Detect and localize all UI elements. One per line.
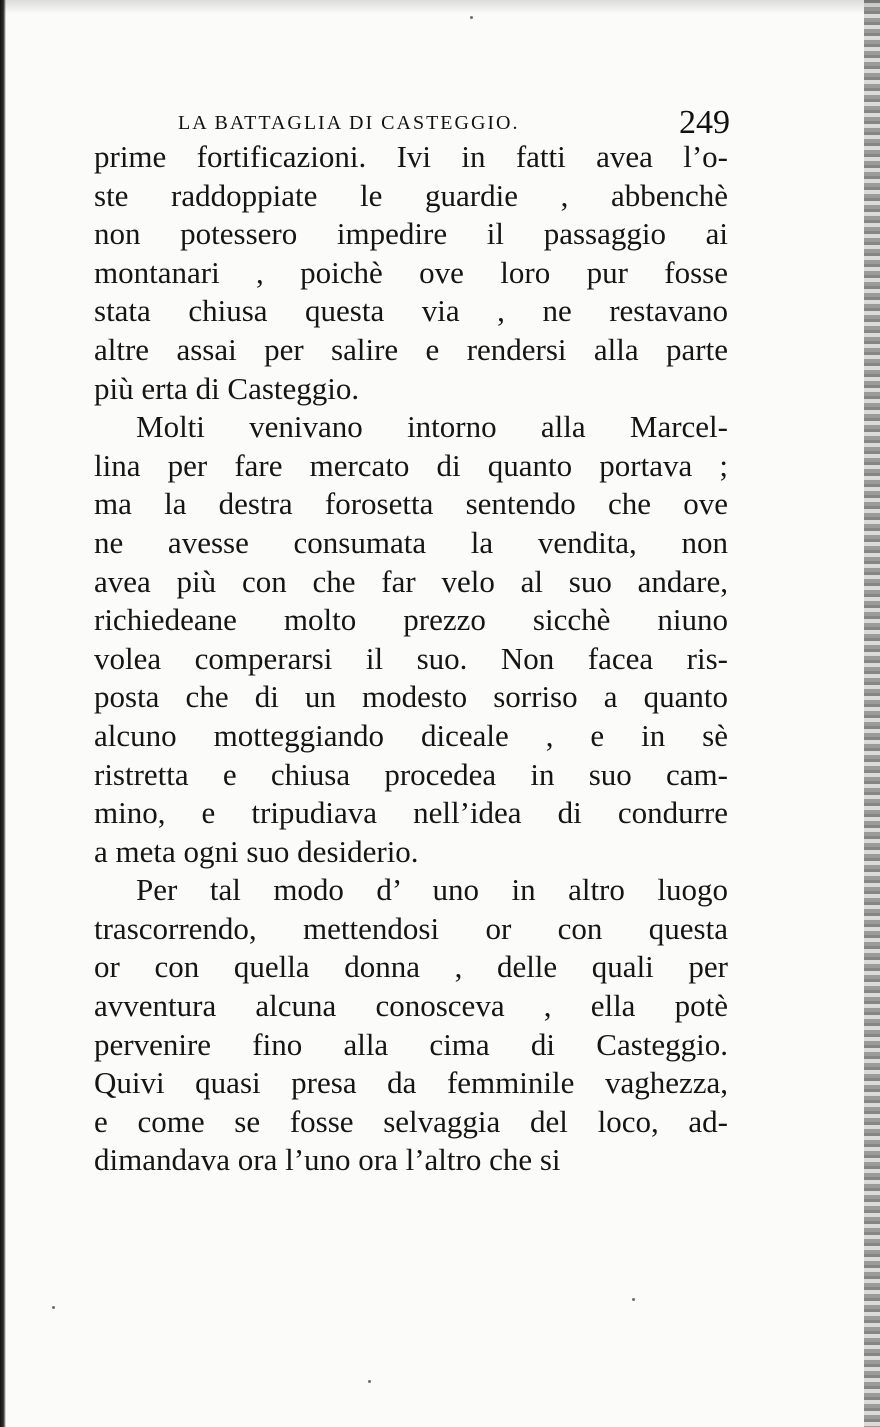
text-line: montanari , poichè ove loro pur fosse <box>94 254 728 290</box>
text-line: a meta ogni suo desiderio. <box>94 833 419 869</box>
text-line: avea più con che far velo al suo andare, <box>94 563 728 599</box>
text-line: più erta di Casteggio. <box>94 370 360 406</box>
paragraph-start-line: Per tal modo d’ uno in altro luogo <box>136 872 728 908</box>
text-line: non potessero impedire il passaggio ai <box>94 216 728 252</box>
text-line: volea comperarsi il suo. Non facea ris- <box>94 640 728 676</box>
text-line: trascorrendo, mettendosi or con questa <box>94 910 728 946</box>
scan-speck <box>632 1298 635 1301</box>
text-line: dimandava ora l’uno ora l’altro che si <box>94 1142 561 1178</box>
text-line: alcuno motteggiando diceale , e in sè <box>94 717 728 753</box>
text-line: avventura alcuna conosceva , ella potè <box>94 988 728 1024</box>
body-text <box>94 138 728 1198</box>
page-top-shadow <box>0 0 880 14</box>
scan-speck <box>52 1306 55 1309</box>
text-line: altre assai per salire e rendersi alla parte <box>94 331 728 367</box>
paragraph-start-line: Molti venivano intorno alla Marcel- <box>136 409 728 445</box>
text-line: prime fortificazioni. Ivi in fatti avea l’o- <box>94 139 728 174</box>
text-line: or con quella donna , delle quali per <box>94 949 728 985</box>
text-line: lina per fare mercato di quanto portava ; <box>94 447 728 483</box>
text-line: posta che di un modesto sorriso a quanto <box>94 679 728 715</box>
page-right-edge <box>864 0 880 1427</box>
text-line: richiedeane molto prezzo sicchè niuno <box>94 602 728 638</box>
text-line: ste raddoppiate le guardie , abbenchè <box>94 177 728 213</box>
text-line: pervenire fino alla cima di Casteggio. <box>94 1026 728 1062</box>
text-line: ne avesse consumata la vendita, non <box>94 524 728 560</box>
page-left-edge <box>0 0 6 1427</box>
text-line: ma la destra forosetta sentendo che ove <box>94 486 728 522</box>
page-number: 249 <box>679 104 730 141</box>
scan-speck <box>470 16 473 19</box>
text-line: ristretta e chiusa procedea in suo cam- <box>94 756 728 792</box>
running-title: LA BATTAGLIA DI CASTEGGIO. <box>178 112 520 134</box>
text-line: stata chiusa questa via , ne restavano <box>94 293 728 329</box>
text-line: Quivi quasi presa da femminile vaghezza, <box>94 1065 728 1101</box>
text-line: e come se fosse selvaggia del loco, ad- <box>94 1103 728 1139</box>
scan-speck <box>368 1380 371 1383</box>
text-line: mino, e tripudiava nell’idea di condurre <box>94 795 728 831</box>
